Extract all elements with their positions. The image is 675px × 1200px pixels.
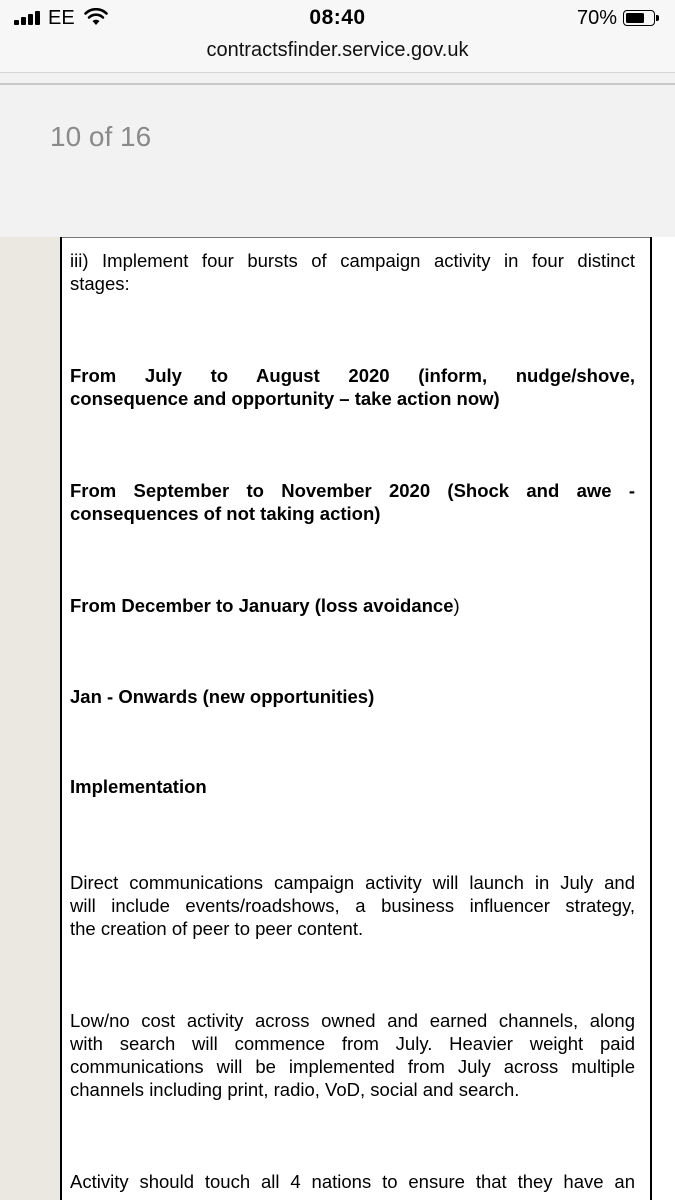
paragraph-direct-comms: Direct communications campaign activity will launch in July and will include events/roadshows, a business influencer strategy, the creation of peer to peer content. bbox=[70, 872, 635, 939]
pdf-document-area[interactable] bbox=[0, 237, 675, 1200]
carrier-name: EE bbox=[48, 7, 75, 29]
stage-4: Jan - Onwards (new opportunities) bbox=[70, 686, 375, 707]
page-separator bbox=[0, 83, 675, 85]
page-gutter bbox=[0, 237, 60, 1200]
box-border-left bbox=[60, 237, 62, 1200]
stage-3: From December to January (loss avoidance) bbox=[70, 595, 460, 616]
pdf-viewer-toolbar bbox=[0, 73, 675, 237]
box-border-right bbox=[650, 237, 652, 1200]
box-border-top bbox=[60, 237, 652, 238]
page-indicator: 10 of 16 bbox=[50, 121, 152, 152]
battery-icon bbox=[623, 10, 661, 28]
paragraph-low-cost: Low/no cost activity across owned and earned channels, along with search will commence from July. Heavier weight paid communications will be implemented from July across multiple channels including print, radio, VoD, social and search. bbox=[70, 1010, 635, 1100]
url-text: contractsfinder.service.gov.uk bbox=[206, 39, 469, 61]
battery-percent: 70% bbox=[576, 7, 617, 29]
paragraph-nations: Activity should touch all 4 nations to ensure that they have an bbox=[70, 1171, 635, 1192]
status-time: 08:40 bbox=[309, 6, 366, 29]
stage-1: From July to August 2020 (inform, nudge/shove, consequence and opportunity – take action now) bbox=[70, 365, 635, 409]
implementation-heading: Implementation bbox=[70, 776, 207, 797]
stages-intro: iii) Implement four bursts of campaign activity in four distinct stages: bbox=[70, 250, 635, 294]
status-bar bbox=[0, 0, 675, 38]
url-bar[interactable] bbox=[0, 36, 675, 73]
stage-2: From September to November 2020 (Shock and awe - consequences of not taking action) bbox=[70, 480, 635, 524]
